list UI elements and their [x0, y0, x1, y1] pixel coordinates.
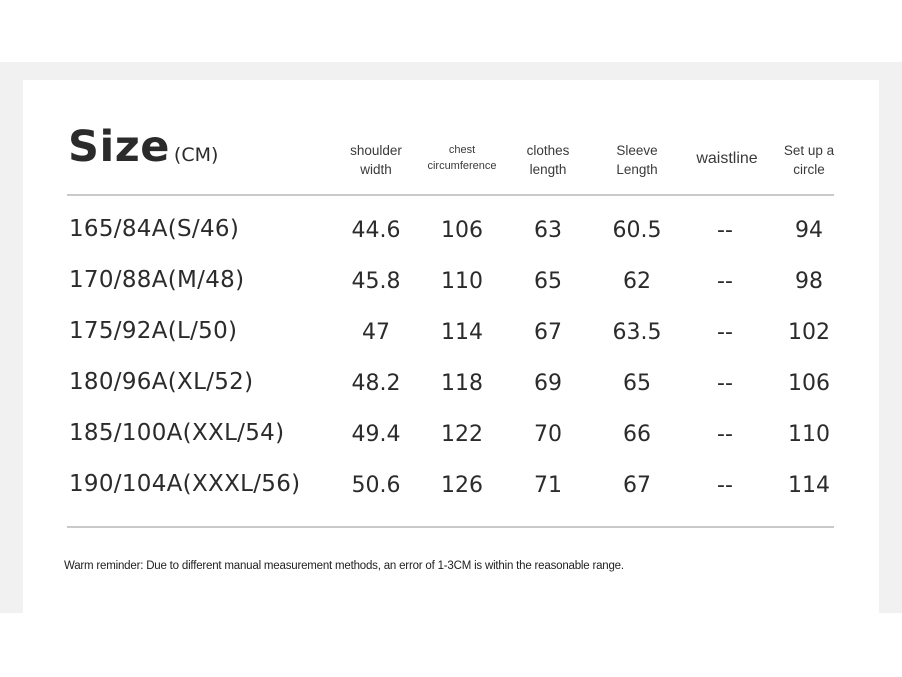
cell-shoulder: 48.2: [351, 371, 401, 396]
cell-sleeve: 66: [623, 422, 651, 447]
cell-length: 67: [534, 320, 562, 345]
footer-divider: [67, 526, 834, 528]
row-size-label: 190/104A(XXXL/56): [69, 471, 301, 497]
row-size-label: 185/100A(XXL/54): [69, 420, 285, 446]
row-size-label: 165/84A(S/46): [69, 216, 240, 242]
cell-length: 69: [534, 371, 562, 396]
cell-length: 71: [534, 473, 562, 498]
header-length-line1: clothes: [526, 143, 570, 158]
row-size-label: 180/96A(XL/52): [69, 369, 254, 395]
cell-shoulder: 44.6: [351, 218, 401, 243]
cell-waist: --: [717, 218, 733, 243]
header-divider: [67, 194, 834, 196]
header-chest-line2: circumference: [427, 160, 497, 172]
chart-title: [68, 122, 218, 172]
cell-circle: 94: [795, 218, 823, 243]
cell-circle: 110: [788, 422, 830, 447]
cell-sleeve: 67: [623, 473, 651, 498]
header-chest-line1: chest: [448, 144, 476, 156]
cell-circle: 98: [795, 269, 823, 294]
cell-chest: 122: [441, 422, 483, 447]
cell-shoulder: 47: [362, 320, 390, 345]
cell-waist: --: [717, 371, 733, 396]
cell-waist: --: [717, 320, 733, 345]
header-chest-circumference: [427, 142, 496, 174]
title-unit: (CM): [173, 144, 219, 166]
header-sleeve-length: [616, 141, 657, 179]
row-size-label: 175/92A(L/50): [69, 318, 238, 344]
cell-shoulder: 49.4: [351, 422, 401, 447]
cell-sleeve: 60.5: [612, 218, 662, 243]
cell-circle: 102: [788, 320, 830, 345]
cell-chest: 118: [441, 371, 483, 396]
cell-sleeve: 62: [623, 269, 651, 294]
cell-waist: --: [717, 422, 733, 447]
header-circle-line1: Set up a: [783, 143, 835, 158]
cell-waist: --: [717, 473, 733, 498]
cell-shoulder: 45.8: [351, 269, 401, 294]
cell-chest: 114: [441, 320, 483, 345]
header-waistline: waistline: [696, 150, 758, 167]
header-shoulder-line1: shoulder: [350, 143, 402, 158]
cell-circle: 106: [788, 371, 830, 396]
header-circle: [784, 141, 834, 179]
cell-sleeve: 63.5: [612, 320, 662, 345]
header-clothes-length: [527, 141, 570, 179]
header-sleeve-line2: Length: [616, 162, 658, 177]
header-shoulder-width: [350, 141, 402, 179]
cell-length: 65: [534, 269, 562, 294]
cell-length: 70: [534, 422, 562, 447]
cell-waist: --: [717, 269, 733, 294]
header-circle-line2: circle: [793, 162, 825, 177]
cell-sleeve: 65: [623, 371, 651, 396]
cell-chest: 106: [441, 218, 483, 243]
cell-chest: 110: [441, 269, 483, 294]
row-size-label: 170/88A(M/48): [69, 267, 245, 293]
header-length-line2: length: [529, 162, 567, 177]
header-sleeve-line1: Sleeve: [616, 143, 658, 158]
title-text: Size: [68, 122, 170, 172]
cell-circle: 114: [788, 473, 830, 498]
header-shoulder-line2: width: [360, 162, 392, 177]
cell-shoulder: 50.6: [351, 473, 401, 498]
warm-reminder-note: Warm reminder: Due to different manual measurement methods, an error of 1-3CM is within the reasonable range.: [64, 560, 624, 572]
cell-chest: 126: [441, 473, 483, 498]
cell-length: 63: [534, 218, 562, 243]
